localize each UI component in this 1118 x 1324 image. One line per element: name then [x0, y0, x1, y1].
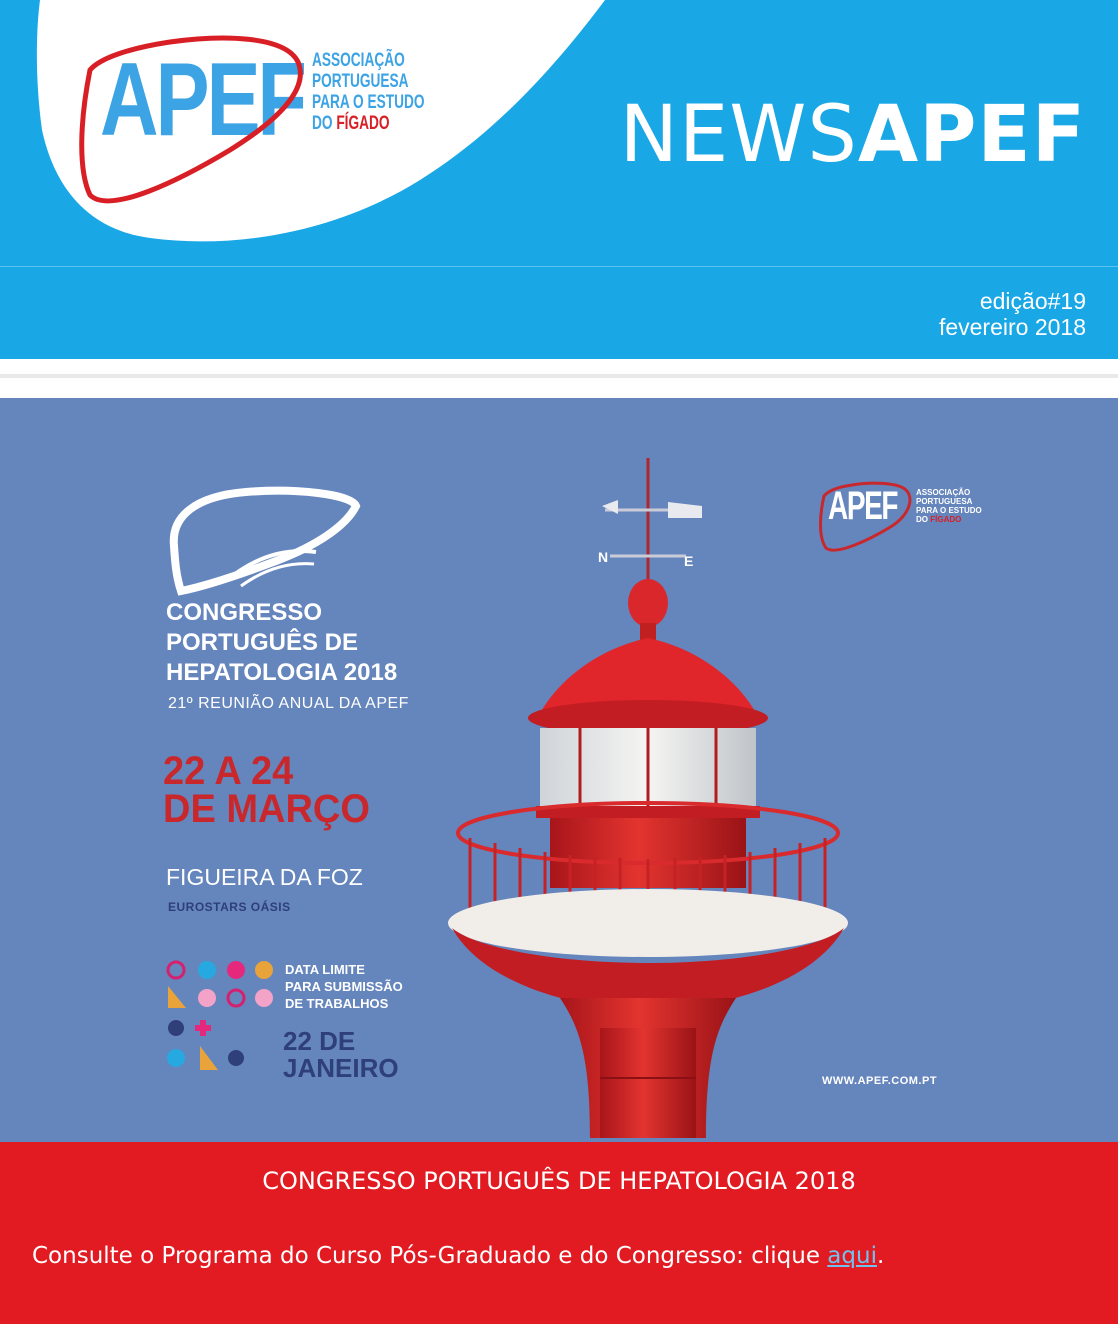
edition-info [939, 288, 1086, 340]
small-logo-letters: APEF [828, 484, 898, 528]
banner-title-line-3: HEPATOLOGIA 2018 [166, 659, 398, 686]
deadline-line-2: PARA SUBMISSÃO [285, 979, 403, 994]
deadline-line-1: DATA LIMITE [285, 962, 365, 977]
banner-dates [163, 749, 370, 831]
edition-date: fevereiro 2018 [938, 314, 1086, 340]
compass-east-label: E [684, 553, 694, 569]
banner-title-line-2: PORTUGUÊS DE [166, 629, 359, 656]
banner-deadline [285, 961, 403, 1012]
banner-url: WWW.APEF.COM.PT [822, 1075, 938, 1087]
assoc-line-1: ASSOCIAÇÃO [312, 50, 405, 71]
article-heading: CONGRESSO PORTUGUÊS DE HEPATOLOGIA 2018 [262, 1167, 856, 1195]
deadline-line-3: DE TRABALHOS [285, 996, 389, 1011]
banner-title-line-1: CONGRESSO [166, 599, 323, 626]
article-text: Consulte o Programa do Curso Pós-Graduado e do Congresso: clique aqui. [32, 1243, 885, 1269]
deadline-date-line-1: 22 DE [283, 1026, 356, 1056]
assoc-line-3: PARA O ESTUDO [312, 92, 425, 113]
logo-ring-icon [60, 30, 320, 210]
newsletter-title: NEWSAPEF [619, 90, 1086, 180]
small-logo-association: ASSOCIAÇÃO PORTUGUESA PARA O ESTUDO DO FÍGADO [916, 488, 982, 524]
apef-logo[interactable] [60, 30, 440, 210]
association-name [312, 50, 424, 134]
banner-place: FIGUEIRA DA FOZ [166, 864, 363, 890]
assoc-line-4: DO FÍGADO [312, 113, 390, 134]
banner-title [166, 598, 397, 688]
banner-dates-line-2: DE MARÇO [163, 787, 370, 831]
lighthouse-illustration [440, 438, 860, 1138]
congress-banner[interactable] [0, 398, 1118, 1142]
banner-subtitle: 21º REUNIÃO ANUAL DA APEF [168, 695, 409, 712]
compass-north-label: N [598, 549, 609, 565]
newsletter-header [0, 0, 1118, 266]
assoc-line-2: PORTUGUESA [312, 71, 409, 92]
edition-number: edição#19 [979, 288, 1086, 314]
liver-logo-icon [166, 486, 366, 596]
banner-dates-line-1: 22 A 24 [163, 749, 294, 793]
banner-deadline-date [283, 1028, 399, 1082]
program-link[interactable]: aqui [827, 1243, 877, 1269]
decorative-dots-icon [164, 958, 279, 1083]
apef-logo-letters: APEF [100, 42, 304, 158]
divider [0, 374, 1118, 378]
banner-venue: EUROSTARS OÁSIS [168, 900, 291, 914]
deadline-date-line-2: JANEIRO [283, 1053, 399, 1083]
